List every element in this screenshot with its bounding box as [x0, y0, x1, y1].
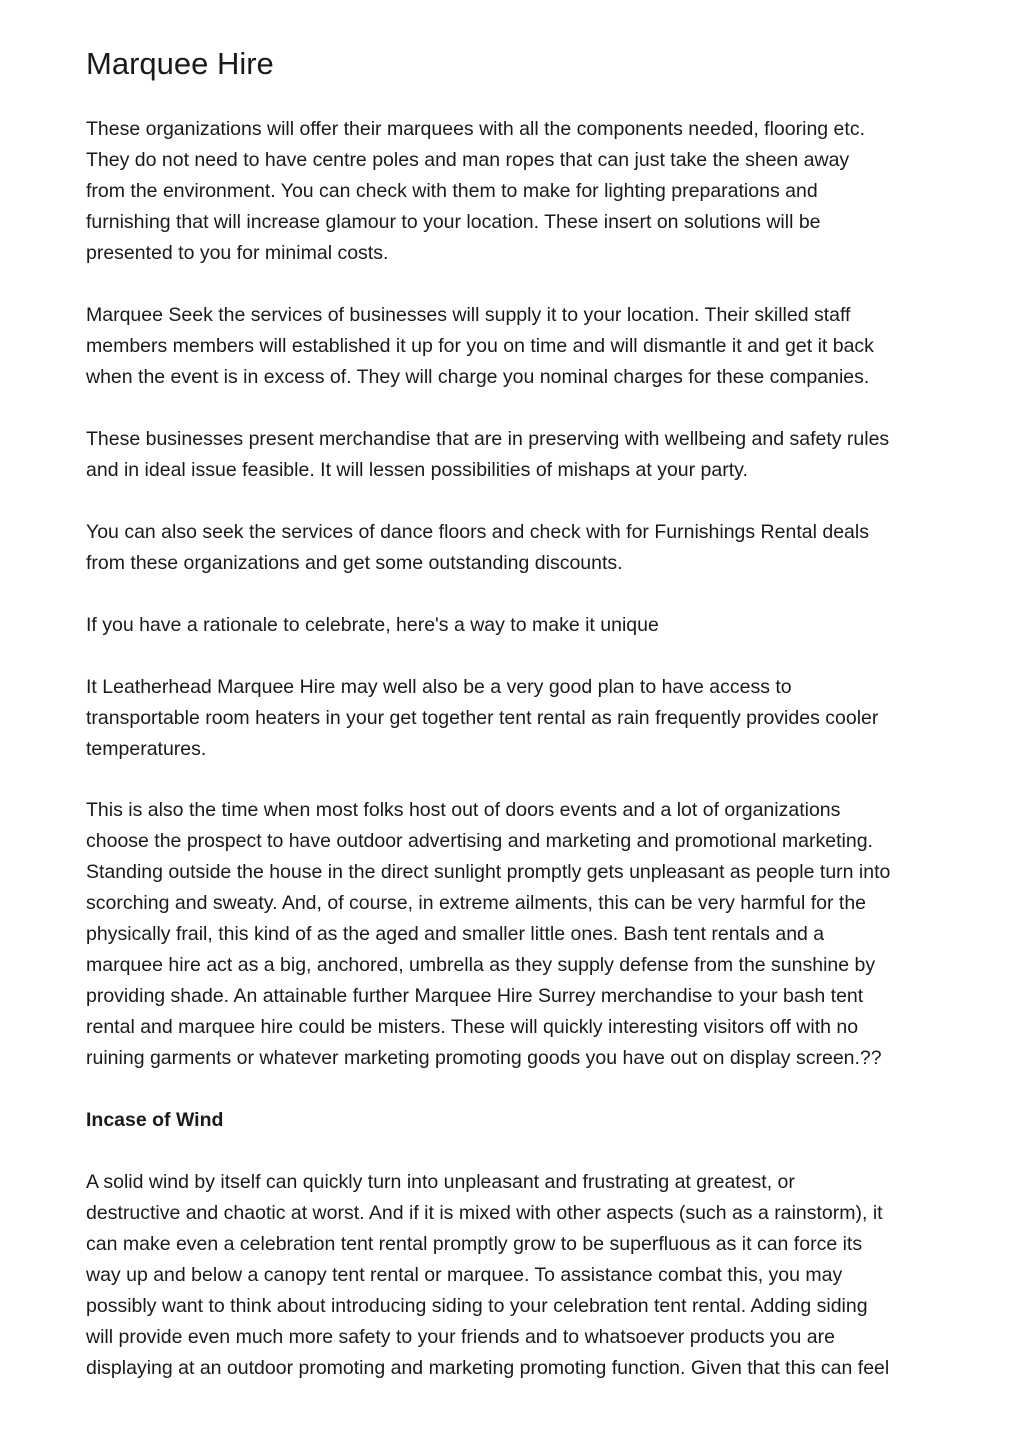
paragraph-line: can make even a celebration tent rental promptly grow to be superfluous as it can force its [86, 1233, 863, 1255]
paragraph-line: furnishing that will increase glamour to your location. These insert on solutions will be [86, 211, 821, 233]
paragraph-4 [86, 517, 946, 579]
paragraph-line: Marquee Seek the services of businesses will supply it to your location. Their skilled staff [86, 304, 851, 326]
paragraph-6 [86, 672, 946, 765]
paragraph-line: Standing outside the house in the direct sunlight promptly gets unpleasant as people turn into [86, 861, 891, 883]
paragraph-5 [86, 610, 946, 641]
paragraph-line: from the environment. You can check with them to make for lighting preparations and [86, 180, 818, 202]
paragraph-3 [86, 424, 946, 486]
paragraph-line: way up and below a canopy tent rental or marquee. To assistance combat this, you may [86, 1264, 843, 1286]
paragraph-line: A solid wind by itself can quickly turn into unpleasant and frustrating at greatest, or [86, 1171, 795, 1193]
paragraph-line: rental and marquee hire could be misters. These will quickly interesting visitors off with no [86, 1016, 859, 1038]
paragraph-line: will provide even much more safety to your friends and to whatsoever products you are [86, 1326, 835, 1348]
paragraph-line: destructive and chaotic at worst. And if it is mixed with other aspects (such as a rainstorm), it [86, 1202, 883, 1224]
paragraph-line: presented to you for minimal costs. [86, 242, 389, 264]
paragraph-line: physically frail, this kind of as the aged and smaller little ones. Bash tent rentals and a [86, 923, 825, 945]
paragraph-line: This is also the time when most folks host out of doors events and a lot of organizations [86, 799, 841, 821]
paragraph-line: choose the prospect to have outdoor advertising and marketing and promotional marketing. [86, 830, 873, 852]
page-title: Marquee Hire [86, 46, 274, 81]
paragraph-line: They do not need to have centre poles and man ropes that can just take the sheen away [86, 149, 850, 171]
paragraph-line: when the event is in excess of. They will charge you nominal charges for these companies. [86, 366, 870, 388]
paragraph-line: from these organizations and get some outstanding discounts. [86, 552, 623, 574]
paragraph-line: marquee hire act as a big, anchored, umbrella as they supply defense from the sunshine by [86, 954, 876, 976]
paragraph-line: These organizations will offer their marquees with all the components needed, flooring etc. [86, 118, 865, 140]
paragraph-line: transportable room heaters in your get together tent rental as rain frequently provides cooler [86, 707, 879, 729]
paragraph-line: possibly want to think about introducing siding to your celebration tent rental. Adding siding [86, 1295, 868, 1317]
paragraph-line: providing shade. An attainable further Marquee Hire Surrey merchandise to your bash tent [86, 985, 864, 1007]
paragraph-line: These businesses present merchandise that are in preserving with wellbeing and safety rules [86, 428, 890, 450]
paragraph-line: scorching and sweaty. And, of course, in extreme ailments, this can be very harmful for the [86, 892, 867, 914]
paragraph-7 [86, 795, 946, 1074]
paragraph-line: temperatures. [86, 738, 207, 760]
paragraph-1 [86, 114, 946, 269]
paragraph-line: ruining garments or whatever marketing promoting goods you have out on display screen.?? [86, 1047, 882, 1069]
paragraph-line: and in ideal issue feasible. It will lessen possibilities of mishaps at your party. [86, 459, 748, 481]
paragraph-8 [86, 1167, 946, 1384]
paragraph-line: It Leatherhead Marquee Hire may well also be a very good plan to have access to [86, 676, 792, 698]
section-heading: Incase of Wind [86, 1109, 224, 1131]
paragraph-line: members members will established it up for you on time and will dismantle it and get it back [86, 335, 874, 357]
paragraph-line: You can also seek the services of dance floors and check with for Furnishings Rental deals [86, 521, 869, 543]
paragraph-line: If you have a rationale to celebrate, here's a way to make it unique [86, 614, 659, 636]
paragraph-line: displaying at an outdoor promoting and marketing promoting function. Given that this can feel [86, 1357, 890, 1379]
paragraph-2 [86, 300, 946, 393]
